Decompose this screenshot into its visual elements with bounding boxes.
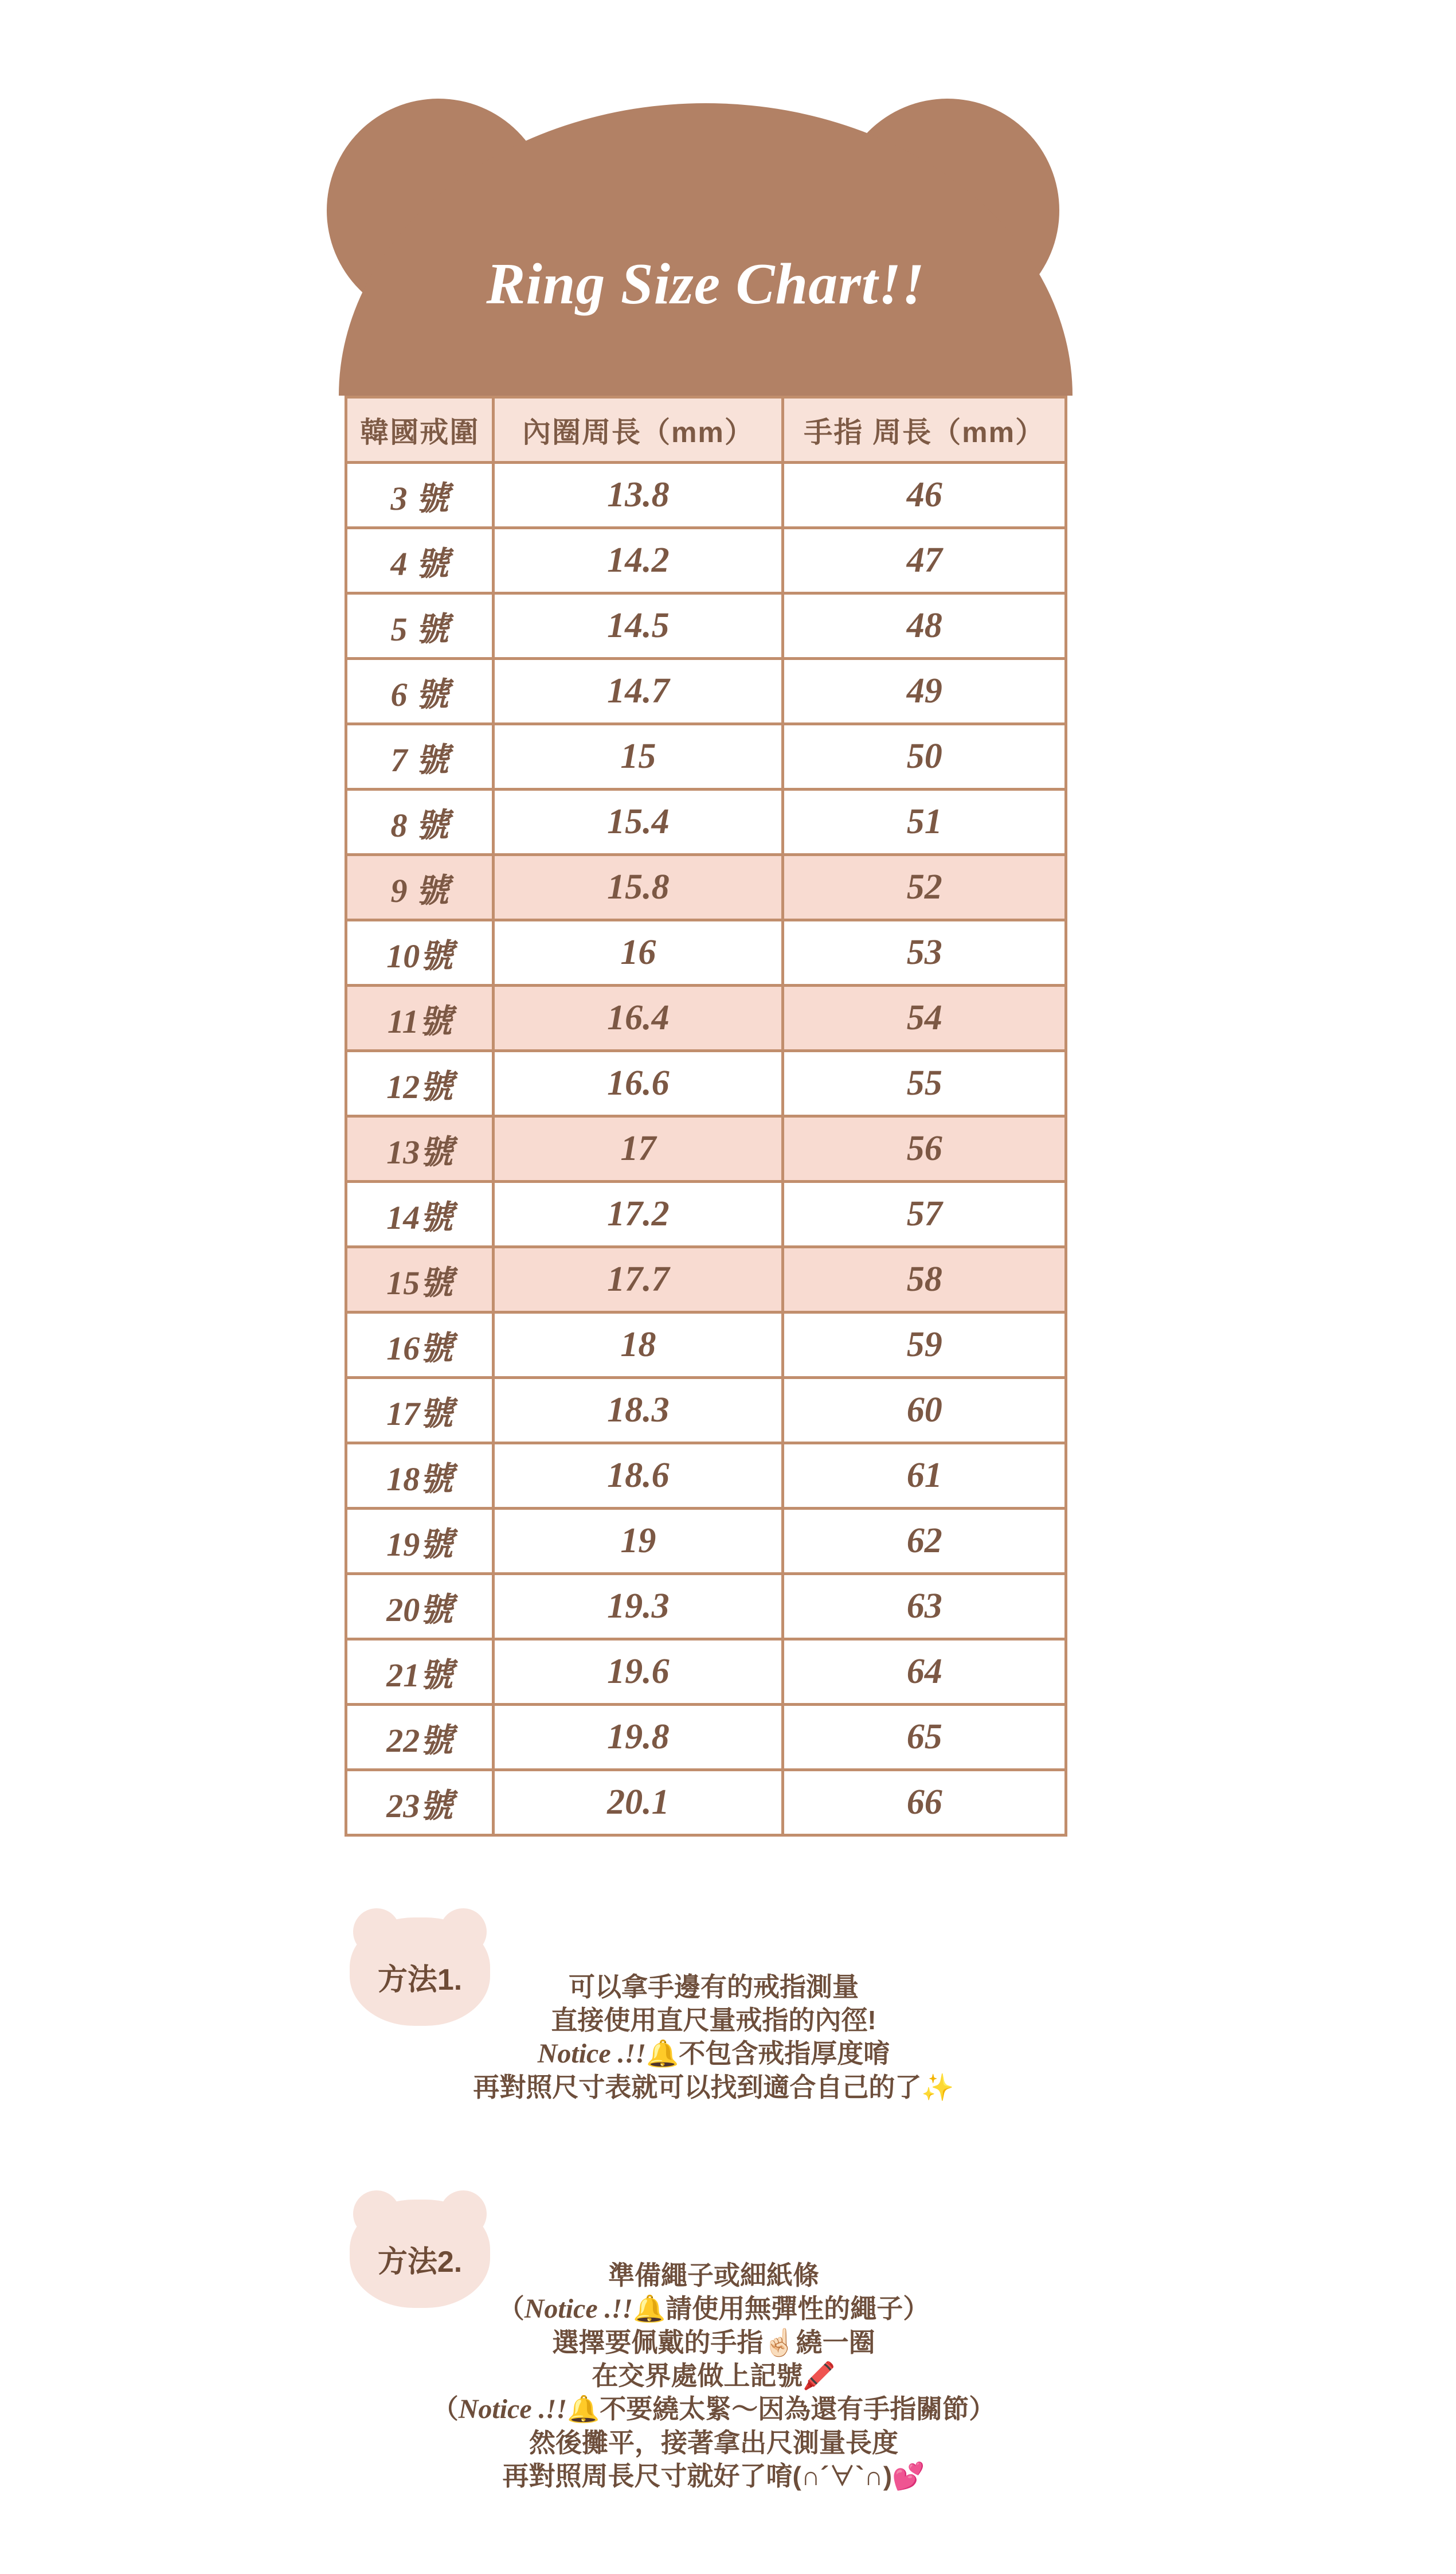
- notice-emphasis: Notice .!!: [524, 2294, 633, 2324]
- cell-size: 13號: [346, 1116, 494, 1182]
- cell-size: 15號: [346, 1247, 494, 1313]
- cell-size: 12號: [346, 1051, 494, 1116]
- cell-inner: 18.6: [494, 1443, 783, 1509]
- table-row: [346, 1770, 1066, 1835]
- table-row: [346, 724, 1066, 790]
- table-row: [346, 659, 1066, 724]
- method-text-line: 直接使用直尺量戒指的內徑!: [551, 2005, 876, 2035]
- method-1-label: 方法1.: [377, 1963, 463, 1997]
- cell-size: 17號: [346, 1378, 494, 1443]
- cell-finger: 63: [783, 1574, 1066, 1639]
- table-row: [346, 790, 1066, 855]
- cell-inner: 14.7: [494, 659, 783, 724]
- cell-size: 19號: [346, 1509, 494, 1574]
- cell-inner: 18: [494, 1313, 783, 1378]
- table-row: [346, 1639, 1066, 1705]
- table-row: [346, 1116, 1066, 1182]
- cell-finger: 46: [783, 463, 1066, 528]
- cell-inner: 19.6: [494, 1639, 783, 1705]
- cell-finger: 53: [783, 920, 1066, 986]
- method-text-line: 在交界處做上記號🖍️: [592, 2361, 836, 2391]
- method-text-line: 再對照尺寸表就可以找到適合自己的了✨: [473, 2072, 954, 2102]
- cell-inner: 15.4: [494, 790, 783, 855]
- ring-size-table-body: [346, 463, 1066, 1835]
- method-text-line: Notice .!!🔔不包含戒指厚度唷: [537, 2038, 890, 2069]
- cell-size: 18號: [346, 1443, 494, 1509]
- cell-finger: 65: [783, 1705, 1066, 1770]
- method-text-line: 準備繩子或細紙條: [608, 2260, 819, 2290]
- method-text-line: 可以拿手邊有的戒指測量: [569, 1972, 859, 2002]
- table-row: [346, 1509, 1066, 1574]
- cell-finger: 51: [783, 790, 1066, 855]
- cell-size: 5 號: [346, 593, 494, 659]
- cell-size: 22號: [346, 1705, 494, 1770]
- cell-finger: 61: [783, 1443, 1066, 1509]
- cell-size: 16號: [346, 1313, 494, 1378]
- cell-finger: 49: [783, 659, 1066, 724]
- cell-size: 10號: [346, 920, 494, 986]
- cell-inner: 15: [494, 724, 783, 790]
- method-text-line: 選擇要佩戴的手指☝🏻繞一圈: [552, 2327, 875, 2357]
- table-header-row: [346, 397, 1066, 463]
- table-row: [346, 593, 1066, 659]
- cell-inner: 19: [494, 1509, 783, 1574]
- cell-inner: 16.6: [494, 1051, 783, 1116]
- col-header-inner-circumference: 內圈周長（mm）: [494, 397, 783, 463]
- cell-finger: 64: [783, 1639, 1066, 1705]
- table-row: [346, 1182, 1066, 1247]
- cell-inner: 17.2: [494, 1182, 783, 1247]
- table-row: [346, 528, 1066, 593]
- table-row: [346, 920, 1066, 986]
- cell-inner: 19.8: [494, 1705, 783, 1770]
- cell-inner: 14.2: [494, 528, 783, 593]
- cell-size: 6 號: [346, 659, 494, 724]
- cell-inner: 17.7: [494, 1247, 783, 1313]
- cell-inner: 18.3: [494, 1378, 783, 1443]
- cell-finger: 59: [783, 1313, 1066, 1378]
- cell-inner: 15.8: [494, 855, 783, 920]
- cell-inner: 20.1: [494, 1770, 783, 1835]
- table-row: [346, 1574, 1066, 1639]
- cell-finger: 50: [783, 724, 1066, 790]
- cell-finger: 52: [783, 855, 1066, 920]
- col-header-finger-circumference: 手指 周長（mm）: [783, 397, 1066, 463]
- cell-size: 14號: [346, 1182, 494, 1247]
- notice-emphasis: Notice .!!: [537, 2038, 647, 2069]
- cell-size: 9 號: [346, 855, 494, 920]
- cell-size: 21號: [346, 1639, 494, 1705]
- table-row: [346, 463, 1066, 528]
- table-row: [346, 1443, 1066, 1509]
- notice-emphasis: Notice .!!: [458, 2394, 567, 2424]
- cell-size: 4 號: [346, 528, 494, 593]
- cell-finger: 47: [783, 528, 1066, 593]
- method-text-line: 然後攤平，接著拿出尺測量長度: [529, 2428, 898, 2458]
- table-row: [346, 1313, 1066, 1378]
- cell-finger: 57: [783, 1182, 1066, 1247]
- table-row: [346, 1378, 1066, 1443]
- cell-inner: 17: [494, 1116, 783, 1182]
- method-2-label: 方法2.: [377, 2245, 463, 2279]
- method-text-line: （Notice .!!🔔不要繞太緊～因為還有手指關節）: [432, 2394, 996, 2424]
- cell-inner: 13.8: [494, 463, 783, 528]
- cell-inner: 16: [494, 920, 783, 986]
- table-row: [346, 1705, 1066, 1770]
- cell-inner: 14.5: [494, 593, 783, 659]
- cell-size: 7 號: [346, 724, 494, 790]
- method-2-text: [304, 2259, 1124, 2493]
- cell-finger: 62: [783, 1509, 1066, 1574]
- page-title: Ring Size Chart!!: [486, 252, 925, 317]
- cell-finger: 56: [783, 1116, 1066, 1182]
- table-row: [346, 986, 1066, 1051]
- cell-finger: 54: [783, 986, 1066, 1051]
- method-text-line: （Notice .!!🔔請使用無彈性的繩子）: [498, 2294, 930, 2324]
- cell-size: 23號: [346, 1770, 494, 1835]
- ring-size-table: [345, 396, 1067, 1837]
- cell-finger: 58: [783, 1247, 1066, 1313]
- cell-size: 3 號: [346, 463, 494, 528]
- cell-size: 8 號: [346, 790, 494, 855]
- cell-size: 20號: [346, 1574, 494, 1639]
- cell-finger: 60: [783, 1378, 1066, 1443]
- cell-inner: 16.4: [494, 986, 783, 1051]
- cell-finger: 48: [783, 593, 1066, 659]
- table-row: [346, 855, 1066, 920]
- col-header-korean-size: 韓國戒圍: [346, 397, 494, 463]
- table-row: [346, 1051, 1066, 1116]
- cell-finger: 55: [783, 1051, 1066, 1116]
- cell-size: 11號: [346, 986, 494, 1051]
- cell-inner: 19.3: [494, 1574, 783, 1639]
- cell-finger: 66: [783, 1770, 1066, 1835]
- table-row: [346, 1247, 1066, 1313]
- method-text-line: 再對照周長尺寸就好了唷(∩´∀`∩)💕: [502, 2461, 925, 2491]
